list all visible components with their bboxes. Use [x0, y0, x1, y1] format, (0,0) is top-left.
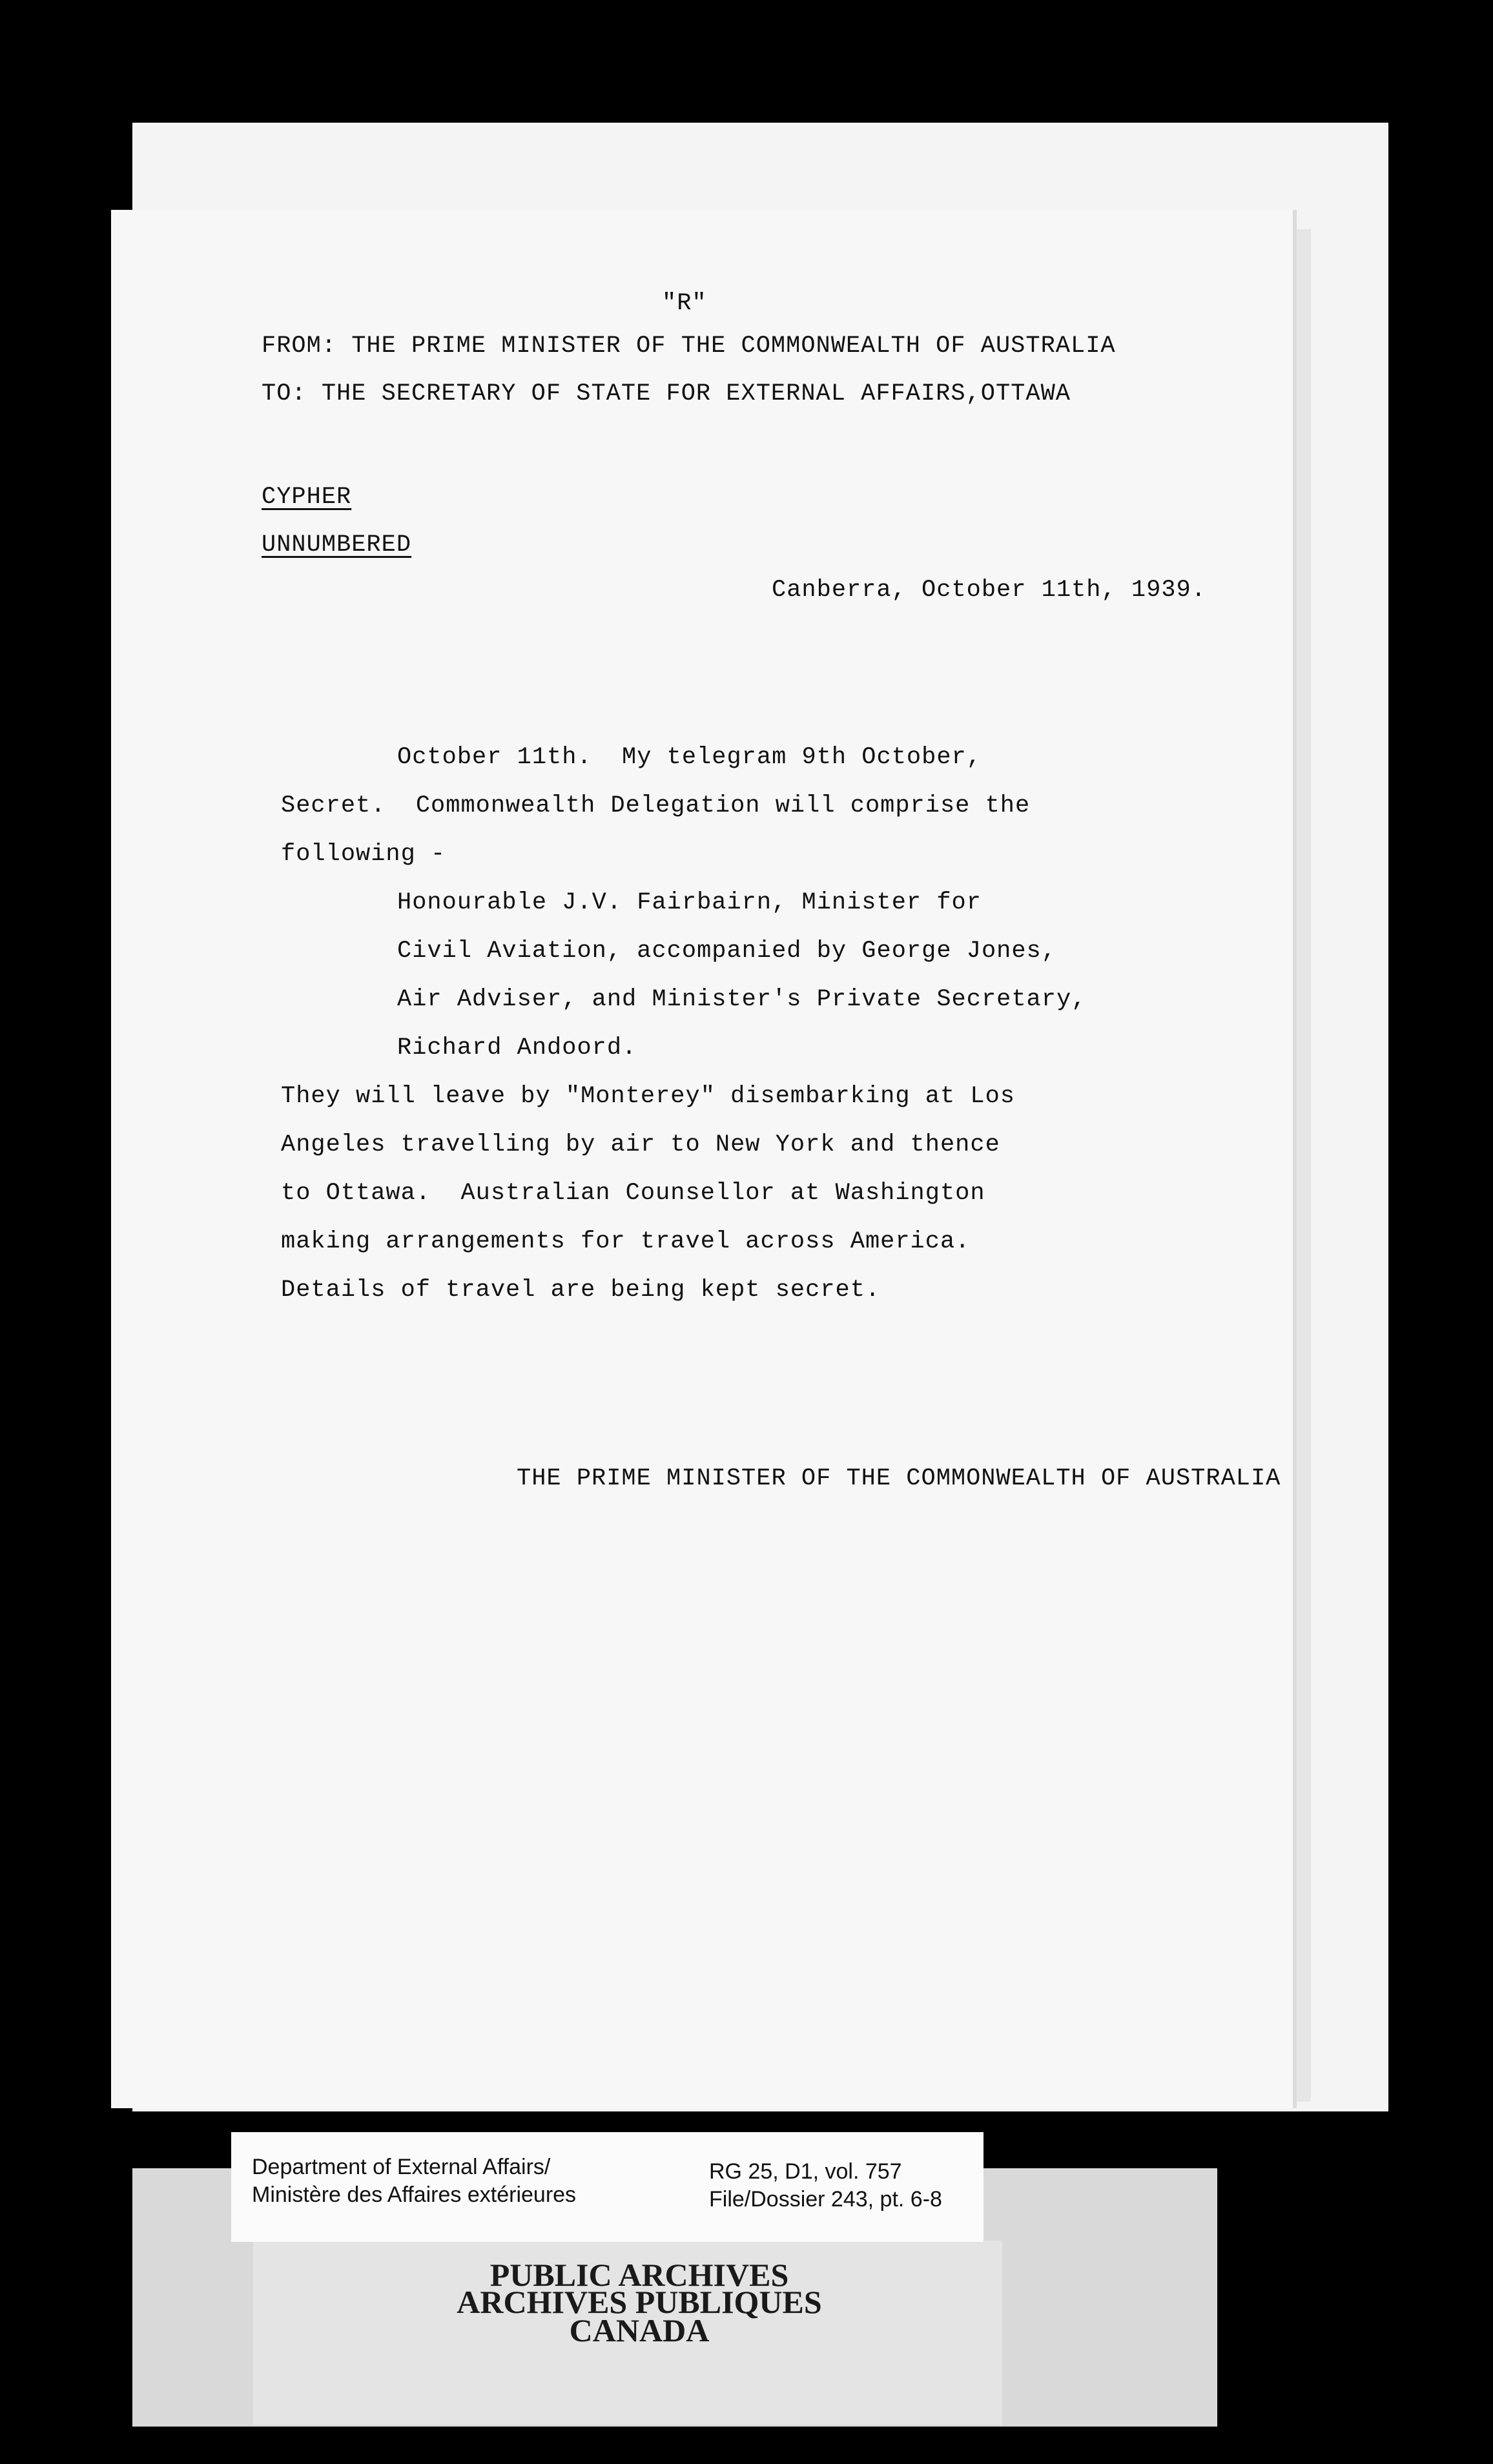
- body-line: Angeles travelling by air to New York and thence: [281, 1131, 1000, 1158]
- to-line: TO: THE SECRETARY OF STATE FOR EXTERNAL AFFAIRS,OTTAWA: [262, 380, 1071, 407]
- archive-ref-1: RG 25, D1, vol. 757: [709, 2159, 902, 2184]
- dept-en: Department of External Affairs/: [252, 2155, 551, 2179]
- archive-label: [231, 2132, 983, 2242]
- classification-unnumbered: UNNUMBERED: [262, 531, 412, 559]
- stamp-line-2: ARCHIVES PUBLIQUES: [457, 2284, 822, 2320]
- classification-cypher: CYPHER: [262, 484, 352, 511]
- page-edge: [1297, 229, 1311, 2102]
- body-line: to Ottawa. Australian Counsellor at Washington: [281, 1180, 985, 1207]
- body-line: They will leave by "Monterey" disembarking at Los: [281, 1083, 1015, 1110]
- signature-line: THE PRIME MINISTER OF THE COMMONWEALTH OF AUSTRALIA: [517, 1465, 1281, 1492]
- body-line: following -: [281, 841, 446, 868]
- dept-fr: Ministère des Affaires extérieures: [252, 2182, 577, 2207]
- stamp-line-3: CANADA: [569, 2312, 710, 2348]
- body-line: October 11th. My telegram 9th October,: [397, 744, 982, 771]
- body-line: Details of travel are being kept secret.: [281, 1277, 881, 1304]
- archive-ref-2: File/Dossier 243, pt. 6-8: [709, 2187, 942, 2212]
- stamp-line-1: PUBLIC ARCHIVES: [489, 2257, 789, 2293]
- body-line: Richard Andoord.: [397, 1034, 637, 1062]
- body-line: Air Adviser, and Minister's Private Secretary,: [397, 986, 1087, 1013]
- document-mark: "R": [662, 290, 707, 317]
- body-line: making arrangements for travel across America.: [281, 1228, 971, 1255]
- body-line: Civil Aviation, accompanied by George Jones,: [397, 938, 1056, 965]
- place-date: Canberra, October 11th, 1939.: [772, 577, 1206, 604]
- from-line: FROM: THE PRIME MINISTER OF THE COMMONWEALTH OF AUSTRALIA: [262, 333, 1116, 360]
- body-line: Secret. Commonwealth Delegation will comprise the: [281, 792, 1031, 819]
- body-line: Honourable J.V. Fairbairn, Minister for: [397, 889, 982, 916]
